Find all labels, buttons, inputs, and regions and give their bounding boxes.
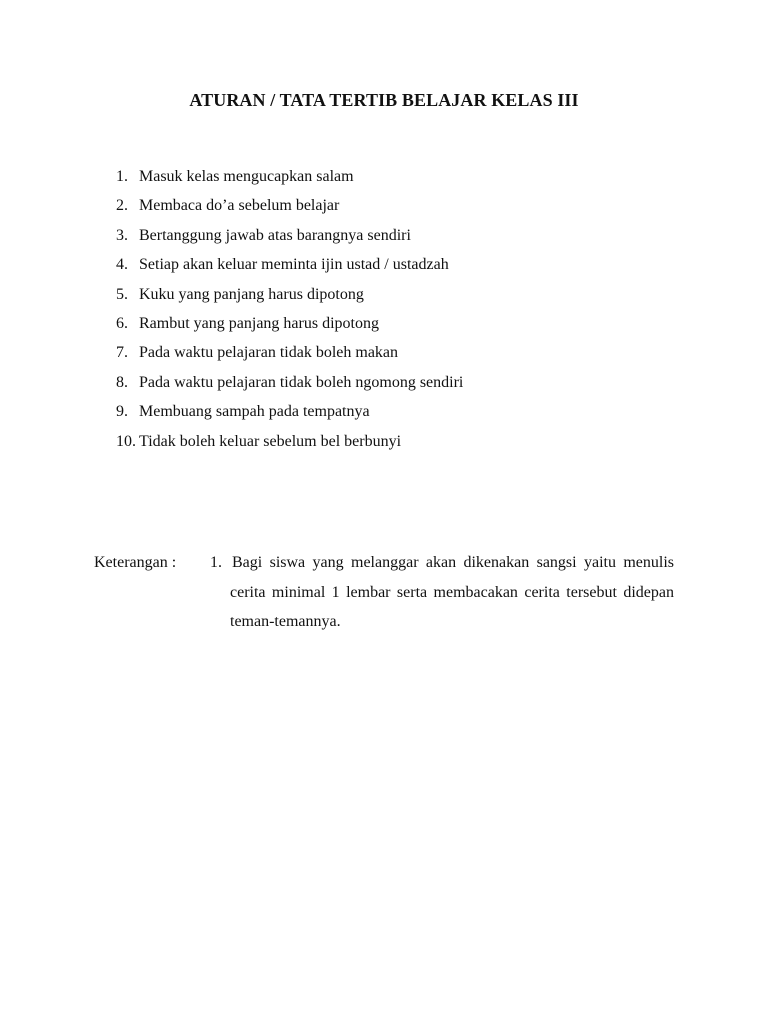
- note-number: 1.: [210, 554, 222, 571]
- rule-text: Setiap akan keluar meminta ijin ustad / ustadzah: [139, 256, 449, 274]
- rule-number: 5.: [116, 285, 128, 303]
- rule-text: Kuku yang panjang harus dipotong: [139, 285, 364, 303]
- rules-list: [116, 162, 463, 456]
- rule-item: [116, 368, 463, 397]
- rule-text: Bertanggung jawab atas barangnya sendiri: [139, 226, 411, 244]
- rule-text: Membuang sampah pada tempatnya: [139, 403, 370, 421]
- rule-item: [116, 309, 463, 338]
- rule-number: 7.: [116, 344, 128, 362]
- rule-number: 1.: [116, 168, 128, 185]
- rule-item: [116, 427, 463, 456]
- rule-item: [116, 162, 463, 191]
- rule-number: 6.: [116, 314, 128, 332]
- rule-text: Rambut yang panjang harus dipotong: [139, 314, 379, 332]
- rule-item: [116, 397, 463, 426]
- rule-text: Pada waktu pelajaran tidak boleh ngomong sendiri: [139, 373, 464, 391]
- rule-item: [116, 221, 463, 250]
- rule-item: [116, 191, 463, 220]
- rule-number: 8.: [116, 373, 128, 391]
- document-title: ATURAN / TATA TERTIB BELAJAR KELAS III: [189, 90, 579, 110]
- rule-text: Membaca do’a sebelum belajar: [139, 197, 340, 215]
- rule-item: [116, 338, 463, 367]
- rule-number: 10.: [116, 432, 136, 450]
- rule-number: 3.: [116, 226, 128, 244]
- rule-number: 4.: [116, 256, 128, 274]
- rule-item: [116, 280, 463, 309]
- rule-text: Masuk kelas mengucapkan salam: [139, 168, 354, 185]
- rule-number: 2.: [116, 197, 128, 215]
- rule-number: 9.: [116, 403, 128, 421]
- note-label: Keterangan :: [94, 554, 177, 571]
- rule-text: Tidak boleh keluar sebelum bel berbunyi: [139, 432, 402, 450]
- rule-text: Pada waktu pelajaran tidak boleh makan: [139, 344, 399, 362]
- rule-item: [116, 250, 463, 279]
- note-text: Bagi siswa yang melanggar akan dikenakan sangsi yaitu menulis cerita minimal 1 lembar serta membacakan cerita tersebut didepan teman-temannya.: [230, 554, 674, 630]
